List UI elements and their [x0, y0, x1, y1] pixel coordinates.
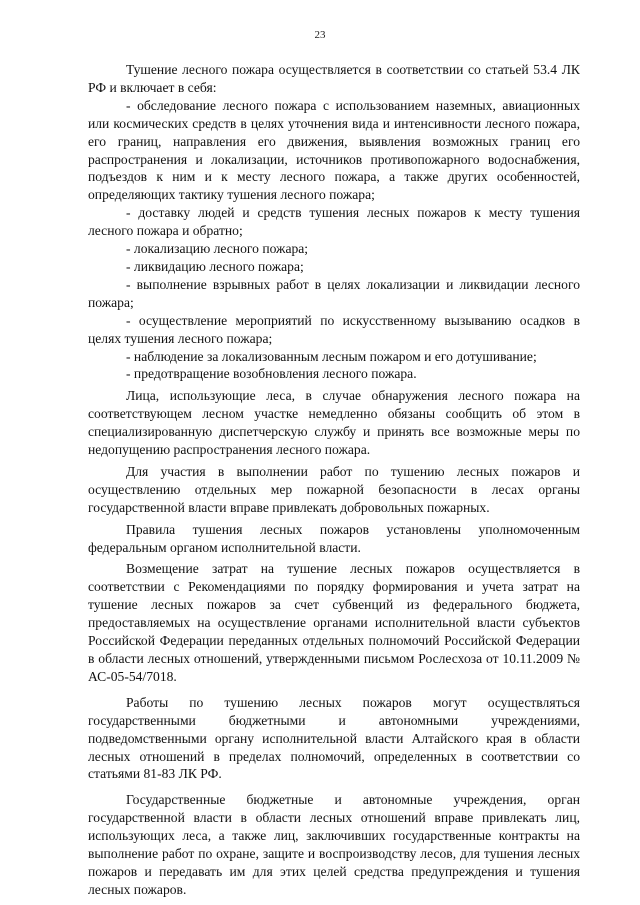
paragraph-forest-users: Лица, использующие леса, в случае обнаружения лесного пожара на соответствующем лесном участке немедленно обязаны сообщить об этом в специализированную диспетчерскую службу и принять все возможные меры по недопущению распространения лесного пожара. [88, 388, 580, 458]
list-item-delivery: - доставку людей и средств тушения лесных пожаров к месту тушения лесного пожара и обратно; [88, 205, 580, 239]
paragraph-engagement: Государственные бюджетные и автономные учреждения, орган государственной власти в области лесных отношений вправе привлекать лиц, использующих леса, а также лиц, заключивших государственные контракты на выполнение работ по охране, защите и воспроизводству лесов, для тушения лесных пожаров и передавать им для этих целей средства предупреждения и тушения лесных пожаров. [88, 792, 580, 897]
paragraph-volunteers: Для участия в выполнении работ по тушению лесных пожаров и осуществлению отдельных мер пожарной безопасности в лесах органы государственной власти вправе привлекать добровольных пожарных. [88, 463, 580, 515]
page-number: 23 [314, 29, 326, 41]
list-item-inspection: - обследование лесного пожара с использованием наземных, авиационных или космических средств в целях уточнения вида и интенсивности лесного пожара, его границ, направления его движения, выявления возможных границ его распространения и локализации, источников противопожарного водоснабжения, подъездов к ним и к месту лесного пожара, а также других особенностей, определяющих тактику тушения лесного пожара; [88, 97, 580, 203]
list-item-prevention: - предотвращение возобновления лесного пожара. [126, 366, 417, 382]
spacer [88, 783, 580, 791]
list-item-precipitation: - осуществление мероприятий по искусственному вызыванию осадков в целях тушения лесного пожара; [88, 312, 580, 346]
list-item-liquidation: - ликвидацию лесного пожара; [126, 258, 304, 274]
paragraph-rules: Правила тушения лесных пожаров установлены уполномоченным федеральным органом исполнительной власти. [88, 521, 580, 555]
paragraph-intro: Тушение лесного пожара осуществляется в соответствии со статьей 53.4 ЛК РФ и включает в себя: [88, 62, 580, 95]
list-item-blasting: - выполнение взрывных работ в целях локализации и ликвидации лесного пожара; [88, 276, 580, 310]
document-body [88, 61, 580, 899]
paragraph-institutions: Работы по тушению лесных пожаров могут осуществляться государственными бюджетными и автономными учреждениями, подведомственными органу исполнительной власти Алтайского края в области лесных отношений в пределах полномочий, определенных в соответствии со статьями 81-83 ЛК РФ. [88, 694, 580, 782]
list-item-localization: - локализацию лесного пожара; [126, 241, 309, 257]
spacer [88, 686, 580, 694]
paragraph-cost-reimbursement: Возмещение затрат на тушение лесных пожаров осуществляется в соответствии с Рекомендациями по порядку формирования и учета затрат на тушение лесных пожаров за счет субвенций из федерального бюджета, предоставляемых на осуществление органами исполнительной власти субъектов Российской Федерации переданных отдельных полномочий Российской Федерации в области лесных отношений, утвержденными письмом Рослесхоза от 10.11.2009 № АС-05-54/7018. [88, 561, 580, 684]
list-item-monitoring: - наблюдение за локализованным лесным пожаром и его дотушивание; [126, 348, 537, 364]
